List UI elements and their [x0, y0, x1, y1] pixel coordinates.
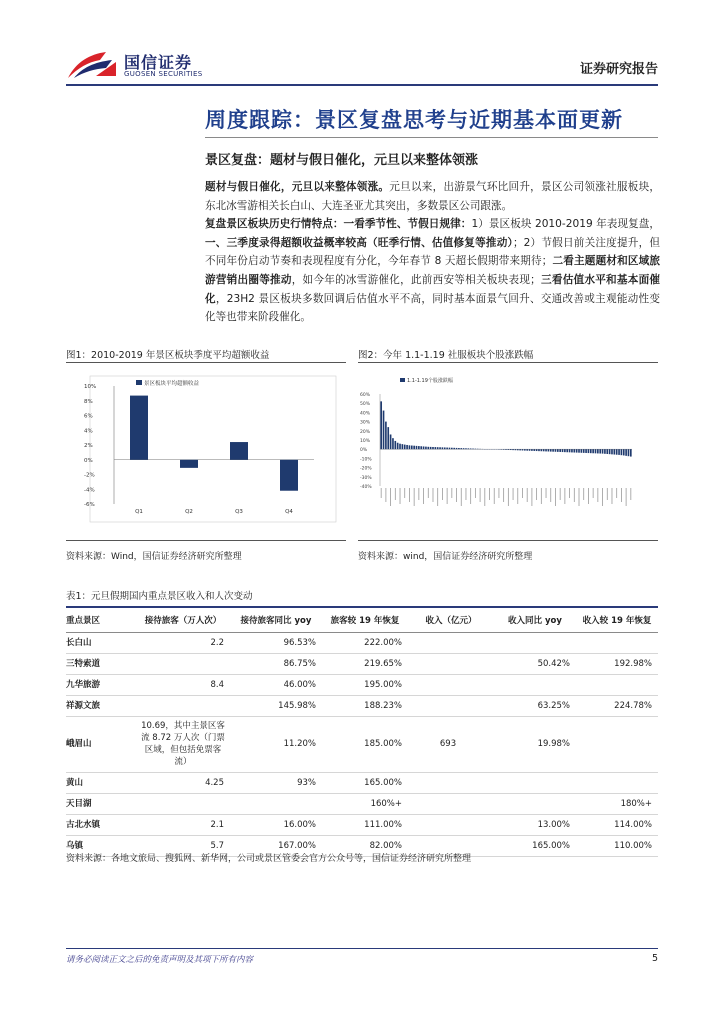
y-tick-label: 40% — [360, 411, 371, 417]
table-cell: 188.23% — [322, 695, 408, 716]
y-tick-label: 30% — [360, 420, 371, 426]
bar — [458, 448, 460, 449]
x-tick-label: Q4 — [285, 509, 293, 515]
paragraph-2-lead: 复盘景区板块历史行情特点：一看季节性、节假日规律： — [205, 218, 472, 231]
bar — [416, 446, 418, 449]
table-cell — [408, 772, 494, 793]
table-cell: 50.42% — [494, 653, 576, 674]
table-cell: 乌镇 — [66, 835, 136, 856]
bar — [628, 449, 630, 456]
x-tick-label: Q2 — [185, 509, 193, 515]
bar — [432, 447, 434, 449]
bar — [439, 447, 441, 449]
bar — [531, 449, 533, 451]
table-cell: 黄山 — [66, 772, 136, 793]
table-1-source: 资料来源：各地文旅局、搜狐网、新华网，公司或景区管委会官方公众号等，国信证券经济研究所整理 — [66, 854, 472, 864]
table-row — [66, 716, 658, 772]
table-cell: 86.75% — [230, 653, 322, 674]
bar — [621, 449, 623, 455]
y-tick-label: 60% — [360, 393, 371, 398]
y-tick-label: 8% — [84, 398, 93, 405]
footer-divider — [66, 948, 658, 949]
figure-2-caption: 图2：今年 1.1-1.19 社服板块个股涨跌幅 — [358, 350, 534, 361]
bar — [385, 422, 387, 450]
table-cell: 693 — [408, 716, 494, 772]
table-header-cell: 收入（亿元） — [408, 609, 494, 632]
bar — [614, 449, 616, 454]
bar — [180, 460, 198, 468]
y-tick-label: 2% — [84, 443, 93, 449]
figure-1-caption: 图1：2010-2019 年景区板块季度平均超额收益 — [66, 350, 270, 361]
page-number: 5 — [651, 953, 658, 964]
bar — [425, 447, 427, 450]
paragraph-2-text-a: 1）景区板块 2010-2019 年表现复盘， — [471, 218, 661, 231]
bar — [390, 434, 392, 449]
y-tick-label: 0% — [84, 457, 93, 464]
bar — [543, 449, 545, 451]
table-header-cell: 旅客较 19 年恢复 — [322, 609, 408, 632]
bar — [550, 449, 552, 451]
table-cell: 13.00% — [494, 814, 576, 835]
paragraph-2-bold-b: 一、三季度录得超额收益概率较高（旺季行情、估值修复等推动） — [205, 236, 514, 249]
bar — [470, 448, 472, 449]
bar — [420, 446, 422, 449]
table-cell: 192.98% — [576, 653, 658, 674]
table-cell: 219.65% — [322, 653, 408, 674]
bar — [606, 449, 608, 454]
table-cell: 195.00% — [322, 674, 408, 695]
table-cell: 63.25% — [494, 695, 576, 716]
table-cell — [230, 793, 322, 814]
legend-label: 1.1-1.19个股涨跌幅 — [407, 378, 453, 384]
table-cell — [576, 632, 658, 653]
figure-2-bottom-rule — [358, 540, 658, 541]
figure-2-chart — [358, 372, 640, 524]
table-cell: 111.00% — [322, 814, 408, 835]
bar — [392, 438, 394, 449]
paragraph-2-text-c: ；2）节假日前关注度提升，但不同年份启动节奏和表现程度有分化，今年春节 8 天超长假期带来期待； — [205, 236, 660, 268]
figure-2-top-rule — [358, 362, 658, 363]
figure-1-source: 资料来源：Wind，国信证券经济研究所整理 — [66, 552, 242, 562]
table-cell: 8.4 — [136, 674, 230, 695]
bar — [399, 444, 401, 450]
bar — [515, 449, 517, 450]
table-cell: 96.53% — [230, 632, 322, 653]
table-cell — [408, 653, 494, 674]
table-cell: 峨眉山 — [66, 716, 136, 772]
bar — [597, 449, 599, 453]
bar — [571, 449, 573, 452]
bar — [536, 449, 538, 451]
bar — [409, 445, 411, 449]
paragraph-2-text-g: ，23H2 景区板块多数回调后估值水平不高，同时基本面景气回升、交通改善或主观能动性变化等也带来阶段催化。 — [205, 292, 660, 324]
legend-swatch — [400, 378, 405, 382]
section-subtitle: 景区复盘：题材与假日催化，元旦以来整体领涨 — [205, 153, 479, 168]
bar — [529, 449, 531, 451]
y-tick-label: 20% — [360, 429, 371, 435]
bar — [604, 449, 606, 454]
y-tick-label: 0% — [360, 448, 368, 454]
bar — [402, 444, 404, 449]
scenic-revenue-table — [66, 609, 658, 857]
paragraph-2-bold-d: 二看主题题材和区域旅游营销出圈等推动 — [205, 255, 660, 286]
table-cell — [408, 793, 494, 814]
bar — [442, 447, 444, 449]
bar — [541, 449, 543, 451]
bar — [430, 447, 432, 449]
bar — [456, 448, 458, 449]
table-header-cell: 重点景区 — [66, 609, 136, 632]
table-cell — [494, 632, 576, 653]
bar — [581, 449, 583, 453]
bar — [616, 449, 618, 455]
table-cell: 三特索道 — [66, 653, 136, 674]
guosen-logo-icon — [66, 50, 118, 80]
bar — [559, 449, 561, 452]
bar — [230, 442, 248, 460]
header-divider — [66, 84, 658, 86]
bar — [625, 449, 627, 456]
y-tick-label: 4% — [84, 428, 93, 435]
bar — [406, 445, 408, 449]
table-1-caption: 表1：元旦假期国内重点景区收入和人次变动 — [66, 591, 253, 602]
bar — [475, 449, 477, 450]
bar — [394, 441, 396, 449]
page-title: 周度跟踪：景区复盘思考与近期基本面更新 — [205, 108, 623, 132]
table-cell — [408, 695, 494, 716]
report-type: 证券研究报告 — [579, 62, 658, 77]
table-header-cell: 接待旅客同比 yoy — [230, 609, 322, 632]
y-tick-label: 10% — [84, 384, 97, 390]
y-tick-label: -2% — [84, 472, 95, 479]
bar — [585, 449, 587, 453]
table-cell: 185.00% — [322, 716, 408, 772]
bar — [444, 447, 446, 449]
table-header-row — [66, 609, 658, 632]
table-cell: 11.20% — [230, 716, 322, 772]
table-row — [66, 695, 658, 716]
bar — [387, 427, 389, 449]
table-cell: 222.00% — [322, 632, 408, 653]
bar — [524, 449, 526, 450]
bar — [510, 449, 512, 450]
bar — [609, 449, 611, 454]
bar — [588, 449, 590, 453]
table-cell — [494, 793, 576, 814]
y-tick-label: -10% — [360, 457, 372, 463]
bar — [130, 396, 148, 460]
bar — [383, 411, 385, 450]
bar — [526, 449, 528, 450]
table-cell: 180%+ — [576, 793, 658, 814]
paragraph-1 — [205, 178, 660, 215]
table-cell — [576, 716, 658, 772]
bar — [569, 449, 571, 452]
bar — [602, 449, 604, 453]
figure-2-source: 资料来源：wind，国信证券经济研究所整理 — [358, 552, 533, 562]
bar — [411, 446, 413, 450]
logo-name-en: GUOSEN SECURITIES — [124, 70, 203, 78]
bar — [623, 449, 625, 455]
bar — [467, 448, 469, 449]
bar — [427, 447, 429, 449]
table-cell — [136, 793, 230, 814]
x-tick-label: Q1 — [135, 509, 143, 515]
paragraph-2-bold-f: 三看估值水平和基本面催化 — [205, 273, 661, 305]
y-tick-label: -30% — [360, 475, 372, 481]
bar — [595, 449, 597, 453]
y-tick-label: 6% — [84, 413, 93, 420]
y-tick-label: 50% — [360, 402, 371, 408]
table-cell: 19.98% — [494, 716, 576, 772]
y-tick-label: -20% — [360, 466, 372, 472]
logo-name-cn: 国信证券 — [124, 53, 193, 72]
table-row — [66, 772, 658, 793]
table-cell: 九华旅游 — [66, 674, 136, 695]
table-cell: 2.1 — [136, 814, 230, 835]
bar — [578, 449, 580, 452]
disclaimer-note: 请务必阅读正文之后的免责声明及其项下所有内容 — [66, 955, 254, 965]
table-cell: 167.00% — [230, 835, 322, 856]
paragraph-2 — [205, 215, 660, 327]
bar — [533, 449, 535, 451]
table-cell: 82.00% — [322, 835, 408, 856]
bar — [512, 449, 514, 450]
bar — [435, 447, 437, 449]
table-row — [66, 632, 658, 653]
figure-1-chart — [66, 374, 338, 524]
table-cell — [576, 674, 658, 695]
table-cell: 10.69，其中主景区客流 8.72 万人次（门票区域，但包括免票客流） — [136, 716, 230, 772]
chart-frame — [90, 376, 336, 522]
page-header — [66, 46, 658, 86]
guosen-logo — [66, 46, 206, 86]
bar — [566, 449, 568, 452]
table-header-cell: 接待旅客（万人次） — [136, 609, 230, 632]
table-row — [66, 674, 658, 695]
bar — [590, 449, 592, 453]
table-cell — [408, 814, 494, 835]
table-cell: 93% — [230, 772, 322, 793]
table-cell — [408, 632, 494, 653]
bar — [280, 460, 298, 491]
table-cell: 天目湖 — [66, 793, 136, 814]
x-tick-label: Q3 — [235, 509, 243, 515]
bar — [517, 449, 519, 450]
bar — [564, 449, 566, 452]
paragraph-2-text-e: ，如今年的冰雪游催化，此前西安等相关板块表现； — [291, 273, 541, 286]
bar — [573, 449, 575, 452]
y-tick-label: -4% — [84, 487, 95, 494]
bar — [555, 449, 557, 452]
table-cell — [408, 674, 494, 695]
table-cell: 160%+ — [322, 793, 408, 814]
bar — [576, 449, 578, 452]
table-cell: 2.2 — [136, 632, 230, 653]
bar — [592, 449, 594, 453]
bar — [583, 449, 585, 453]
table-row — [66, 793, 658, 814]
title-divider — [205, 137, 658, 138]
bar — [418, 446, 420, 449]
table-cell: 长白山 — [66, 632, 136, 653]
bar — [446, 448, 448, 450]
paragraph-1-text: 元旦以来，出游景气环比回升，景区公司领涨社服板块，东北冰雪游相关长白山、大连圣亚尤其突出，多数景区公司跟涨。 — [205, 181, 660, 212]
table-cell — [136, 695, 230, 716]
table-cell: 4.25 — [136, 772, 230, 793]
bar — [599, 449, 601, 453]
bar — [404, 445, 406, 450]
bar — [451, 448, 453, 449]
table-cell — [494, 772, 576, 793]
bar — [630, 449, 632, 456]
table-cell — [576, 772, 658, 793]
bar — [538, 449, 540, 451]
y-tick-label: 10% — [360, 439, 371, 444]
table-cell: 5.7 — [136, 835, 230, 856]
bar — [557, 449, 559, 452]
paragraph-1-lead: 题材与假日催化，元旦以来整体领涨。 — [205, 181, 390, 193]
bar — [562, 449, 564, 452]
table-cell: 16.00% — [230, 814, 322, 835]
figure-1-top-rule — [66, 362, 346, 363]
bar — [522, 449, 524, 450]
bar — [508, 449, 510, 450]
bar — [463, 448, 465, 449]
table-cell: 古北水镇 — [66, 814, 136, 835]
bar — [453, 448, 455, 449]
bar — [460, 448, 462, 449]
bar — [380, 401, 382, 449]
bar — [397, 443, 399, 449]
bar — [465, 448, 467, 449]
table-row — [66, 814, 658, 835]
bar — [413, 446, 415, 449]
bar — [611, 449, 613, 454]
table-cell — [136, 653, 230, 674]
bar — [437, 447, 439, 449]
legend-swatch — [136, 380, 142, 385]
table-1-top-rule — [66, 606, 658, 608]
bar — [548, 449, 550, 451]
y-tick-label: -6% — [84, 502, 95, 508]
table-header-cell: 收入同比 yoy — [494, 609, 576, 632]
legend-label: 景区板块平均超额收益 — [144, 381, 200, 387]
table-row — [66, 653, 658, 674]
table-cell: 224.78% — [576, 695, 658, 716]
bar — [503, 449, 505, 450]
table-cell: 祥源文旅 — [66, 695, 136, 716]
table-cell: 145.98% — [230, 695, 322, 716]
bar — [423, 446, 425, 449]
table-header-cell: 收入较 19 年恢复 — [576, 609, 658, 632]
bar — [505, 449, 507, 450]
y-tick-label: -40% — [360, 485, 372, 490]
bar — [472, 449, 474, 450]
bar — [449, 448, 451, 450]
table-cell: 114.00% — [576, 814, 658, 835]
bar — [519, 449, 521, 450]
body-paragraphs — [205, 178, 660, 327]
table-cell — [494, 674, 576, 695]
table-cell: 110.00% — [576, 835, 658, 856]
figure-1-bottom-rule — [66, 540, 346, 541]
bar — [552, 449, 554, 451]
bar — [545, 449, 547, 451]
bar — [618, 449, 620, 455]
table-cell: 165.00% — [494, 835, 576, 856]
table-cell: 46.00% — [230, 674, 322, 695]
table-cell: 165.00% — [322, 772, 408, 793]
